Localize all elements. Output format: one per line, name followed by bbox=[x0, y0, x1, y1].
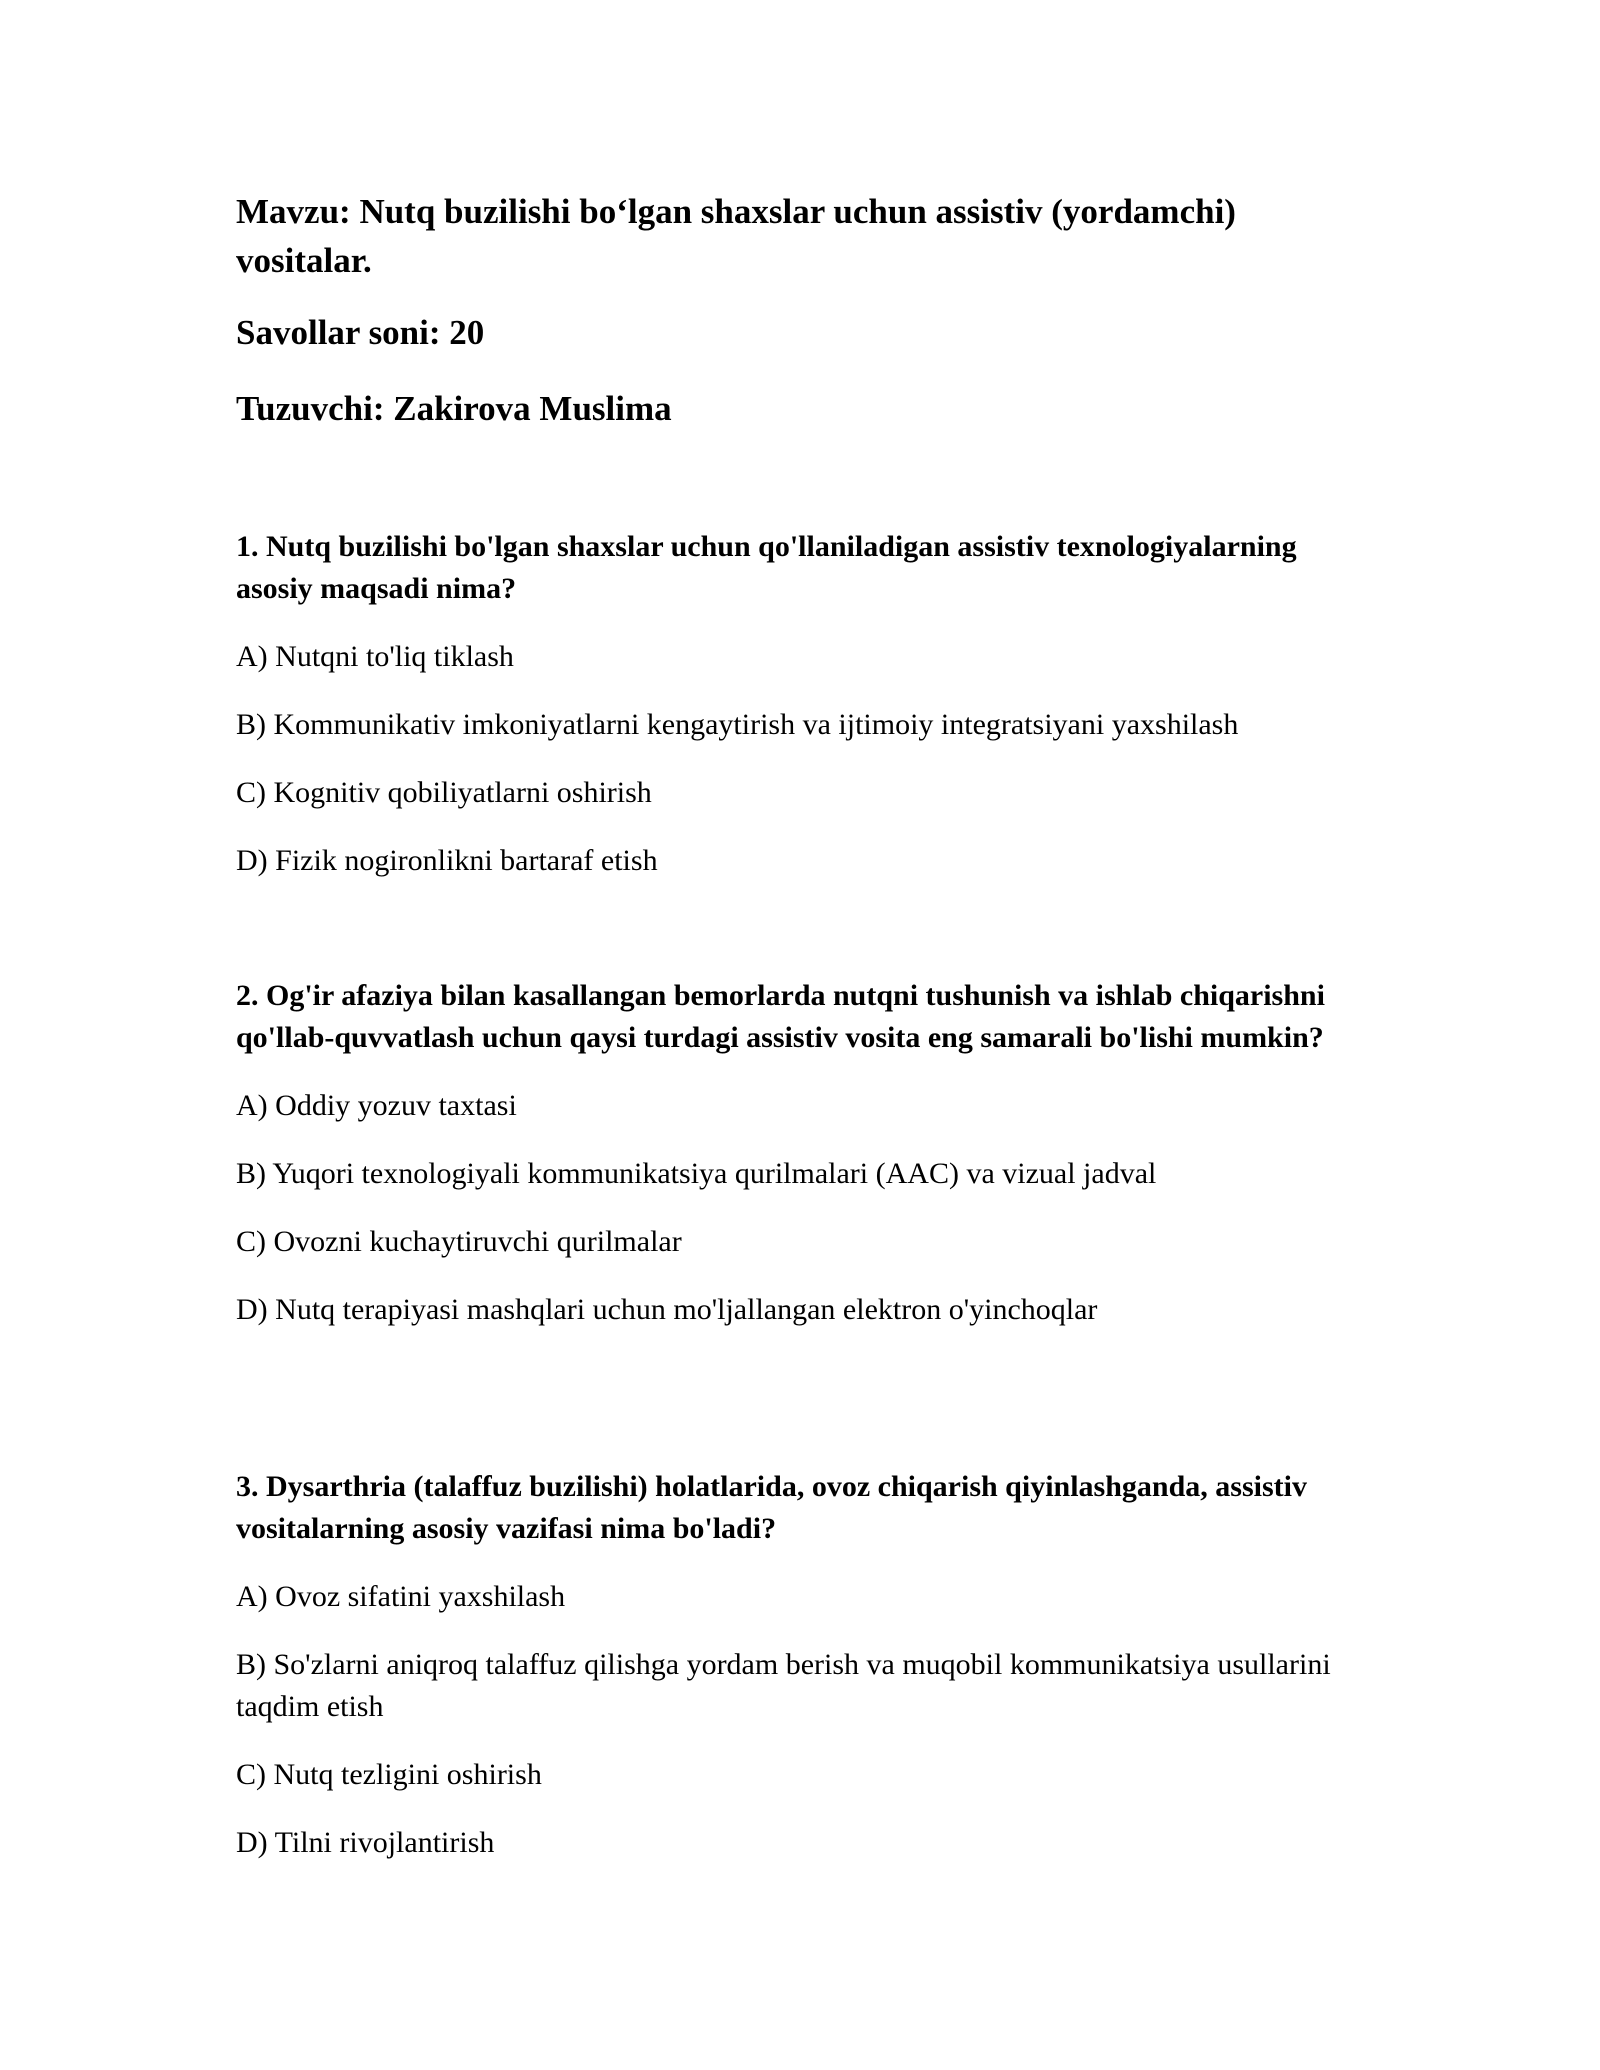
question-text: 3. Dysarthria (talaffuz buzilishi) holatlarida, ovoz chiqarish qiyinlashganda, assistiv vositalarning asosiy vazifasi nima bo'ladi? bbox=[236, 1470, 1307, 1545]
answer-option: A) Ovoz sifatini yaxshilash bbox=[236, 1580, 566, 1613]
answer-option: D) Tilni rivojlantirish bbox=[236, 1826, 495, 1859]
question-count: Savollar soni: 20 bbox=[236, 313, 485, 352]
question-text: 2. Og'ir afaziya bilan kasallangan bemorlarda nutqni tushunish va ishlab chiqarishni qo'llab-quvvatlash uchun qaysi turdagi assistiv vosita eng samarali bo'lishi mumkin? bbox=[236, 979, 1325, 1054]
answer-option: C) Nutq tezligini oshirish bbox=[236, 1758, 542, 1791]
question-block bbox=[236, 526, 1366, 908]
answer-option: B) Kommunikativ imkoniyatlarni kengaytirish va ijtimoiy integratsiyani yaxshilash bbox=[236, 708, 1239, 741]
question-block bbox=[236, 975, 1366, 1357]
answer-option: A) Nutqni to'liq tiklash bbox=[236, 640, 514, 673]
question-block bbox=[236, 1466, 1366, 1890]
answer-option: D) Nutq terapiyasi mashqlari uchun mo'ljallangan elektron o'yinchoqlar bbox=[236, 1293, 1098, 1326]
answer-option: D) Fizik nogironlikni bartaraf etish bbox=[236, 844, 658, 877]
answer-option: B) Yuqori texnologiyali kommunikatsiya qurilmalari (AAC) va vizual jadval bbox=[236, 1157, 1157, 1190]
answer-option: C) Ovozni kuchaytiruvchi qurilmalar bbox=[236, 1225, 682, 1258]
document-title: Mavzu: Nutq buzilishi bo‘lgan shaxslar uchun assistiv (yordamchi) vositalar. bbox=[236, 192, 1236, 280]
answer-option: B) So'zlarni aniqroq talaffuz qilishga yordam berish va muqobil kommunikatsiya usullarini taqdim etish bbox=[236, 1648, 1331, 1723]
answer-option: C) Kognitiv qobiliyatlarni oshirish bbox=[236, 776, 652, 809]
answer-option: A) Oddiy yozuv taxtasi bbox=[236, 1089, 517, 1122]
author-line: Tuzuvchi: Zakirova Muslima bbox=[236, 389, 672, 428]
question-text: 1. Nutq buzilishi bo'lgan shaxslar uchun qo'llaniladigan assistiv texnologiyalarning asosiy maqsadi nima? bbox=[236, 530, 1297, 605]
